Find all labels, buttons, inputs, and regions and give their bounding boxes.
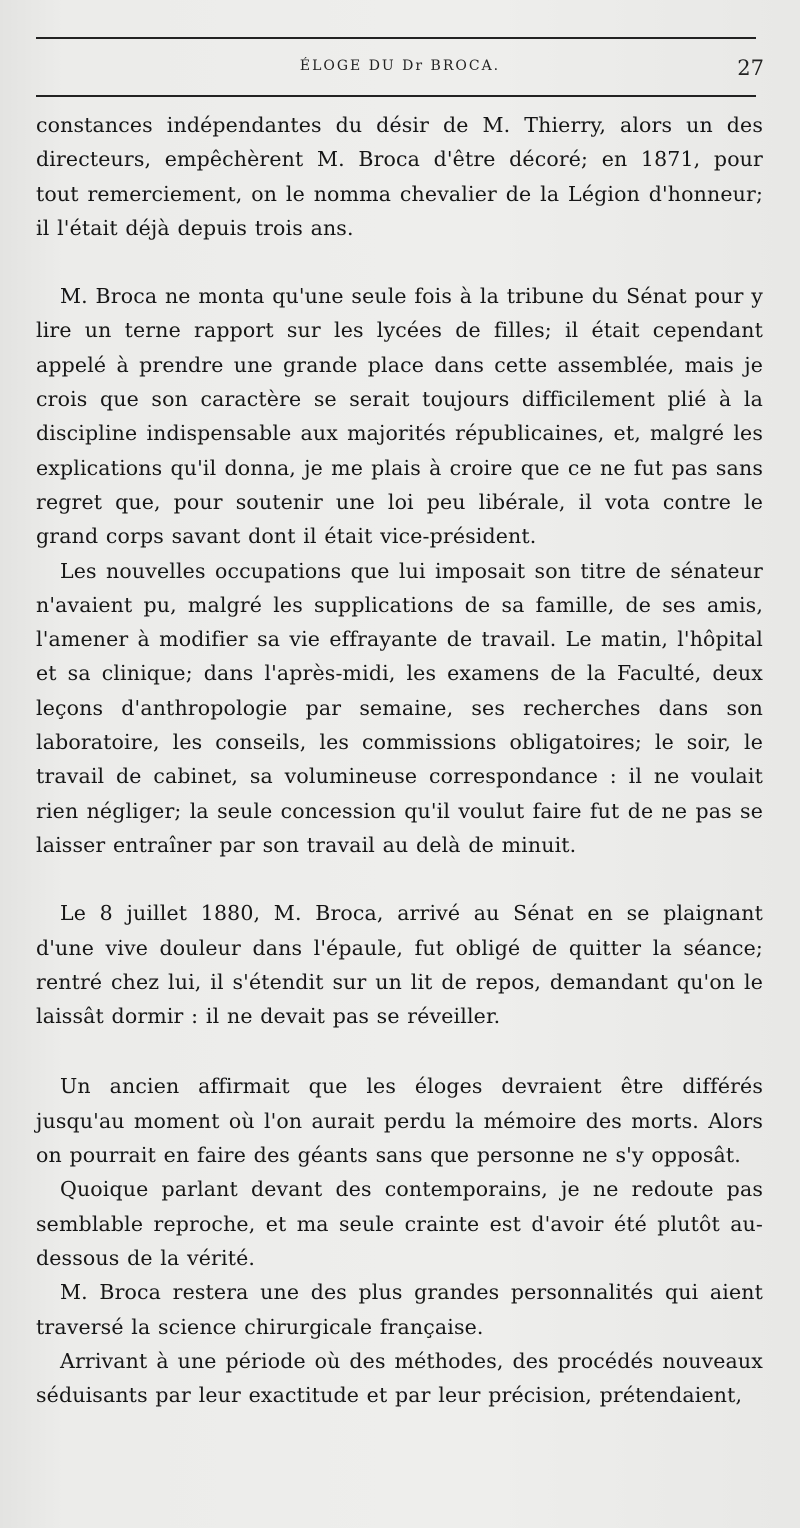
paragraph-continuation: constances indépendantes du désir de M. Thierry, alors un des directeurs, empêchèrent M. Broca d'être décoré; en 1871, pour tout remerciement, on le nomma chevalier de la Légion d'honneur; il l'était déjà depuis trois ans. — [36, 113, 763, 240]
paragraph-period: Arrivant à une période où des méthodes, des procédés nouveaux séduisants par leur exactitude et par leur précision, prétendaient, — [36, 1348, 763, 1408]
header-rule-bottom — [36, 95, 756, 97]
paragraph-senate-report: M. Broca ne monta qu'une seule fois à la tribune du Sénat pour y lire un terne rapport sur les lycées de filles; il était cependant appelé à prendre une grande place dans cette assemblée, mais je crois que son caractère se serait toujours difficilement plié à la discipline indispensable aux majorités républicaines, et, malgré les explications qu'il donna, je me plais à croire que ce ne fut pas sans regret que, pour soutenir une loi peu libérale, il vota contre le grand corps savant dont il était vice-président. — [36, 284, 763, 549]
header-rule-top — [36, 37, 756, 39]
running-title: ÉLOGE DU Dr BROCA. — [299, 58, 501, 74]
paragraph-personality: M. Broca restera une des plus grandes personnalités qui aient traversé la science chirurgicale française. — [36, 1280, 763, 1339]
paragraph-contemporaries: Quoique parlant devant des contemporains, je ne redoute pas semblable reproche, et ma seule crainte est d'avoir été plutôt au-dessous de la vérité. — [36, 1177, 763, 1270]
paragraph-gap — [36, 1033, 763, 1069]
paragraph-ancient: Un ancien affirmait que les éloges devraient être différés jusqu'au moment où l'on aurait perdu la mémoire des morts. Alors on pourrait en faire des géants sans que personne ne s'y opposât. — [36, 1074, 763, 1168]
paragraph-occupations: Les nouvelles occupations que lui imposait son titre de sénateur n'avaient pu, malgré les supplications de sa famille, de ses amis, l'amener à modifier sa vie effrayante de travail. Le matin, l'hôpital et sa clinique; dans l'après-midi, les examens de la Faculté, deux leçons d'anthropologie par semaine, ses recherches dans son laboratoire, les conseils, les commissions obligatoires; le soir, le travail de cabinet, sa volumineuse correspondance : il ne voulait rien négliger; la seule concession qu'il voulut faire fut de ne pas se laisser entraîner par son travail au delà de minuit. — [36, 558, 763, 857]
paragraph-gap — [36, 245, 763, 279]
page-number: 27 — [737, 56, 764, 80]
paragraph-death: Le 8 juillet 1880, M. Broca, arrivé au Sénat en se plaignant d'une vive douleur dans l'épaule, fut obligé de quitter la séance; rentré chez lui, il s'étendit sur un lit de repos, demandant qu'on le laissât dormir : il ne devait pas se réveiller. — [36, 901, 763, 1029]
body-text — [36, 108, 763, 1412]
paragraph-gap — [36, 862, 763, 896]
